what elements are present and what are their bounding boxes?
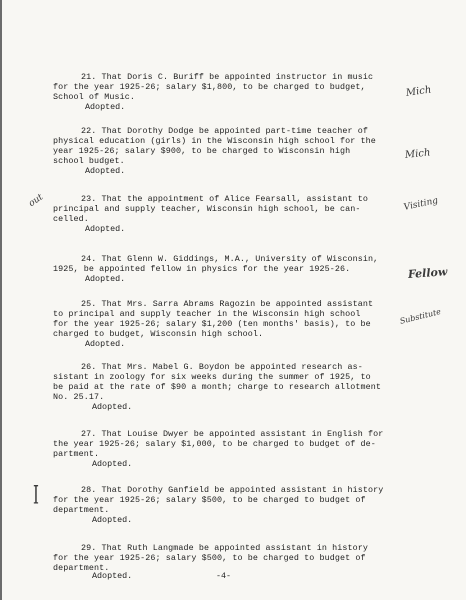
resolution-line: 22. That Dorothy Dodge be appointed part-time teacher of [81, 126, 369, 136]
resolution-line: year 1925-26; salary $900, to be charged to Wisconsin high [53, 146, 351, 156]
resolution-line: celled. [53, 214, 89, 224]
resolution-line: to principal and supply teacher in the Wisconsin high school [53, 309, 361, 319]
adopted-label: Adopted. [85, 274, 126, 284]
resolution-line: School of Music. [53, 92, 136, 102]
resolution-line: 28. That Dorothy Ganfield be appointed assistant in history [81, 485, 384, 495]
resolution-line: 24. That Glenn W. Giddings, M.A., University of Wisconsin, [81, 254, 379, 264]
resolution-line: 23. That the appointment of Alice Fearsall, assistant to [81, 194, 369, 204]
resolution-line: be paid at the rate of $90 a month; charge to research allotment [53, 382, 382, 392]
handwritten-margin-note: Fellow [407, 265, 448, 281]
resolution-line: for the year 1925-26; salary $1,200 (ten months' basis), to be [53, 319, 371, 329]
resolution-line: department. [53, 563, 110, 573]
resolution-line: school budget. [53, 156, 125, 166]
adopted-label: Adopted. [92, 515, 133, 525]
resolution-line: physical education (girls) in the Wisconsin high school for the [53, 136, 376, 146]
handwritten-margin-note: Mich [404, 147, 431, 161]
resolution-line: for the year 1925-26; salary $500, to be charged to budget of [53, 553, 366, 563]
resolution-line: 25. That Mrs. Sarra Abrams Ragozin be appointed assistant [81, 299, 374, 309]
resolution-line: 26. That Mrs. Mabel G. Boydon be appointed research as- [81, 362, 363, 372]
resolution-line: for the year 1925-26; salary $1,800, to be charged to budget, [53, 82, 366, 92]
resolution-line: the year 1925-26; salary $1,000, to be charged to budget of de- [53, 439, 376, 449]
resolution-line: sistant in zoology for six weeks during the summer of 1925, to [53, 372, 371, 382]
handwritten-margin-note: Visiting [402, 195, 440, 213]
resolution-line: partment. [53, 449, 100, 459]
resolution-line: No. 25.17. [53, 392, 105, 402]
adopted-label: Adopted. [92, 459, 133, 469]
handwritten-left-margin-note: I [33, 479, 39, 511]
handwritten-left-margin-note: out [27, 192, 46, 210]
adopted-label: Adopted. [85, 224, 126, 234]
resolution-line: 21. That Doris C. Buriff be appointed instructor in music [81, 72, 374, 82]
resolution-line: 27. That Louise Dwyer be appointed assistant in English for [81, 429, 384, 439]
adopted-label: Adopted. [85, 339, 126, 349]
resolution-line: for the year 1925-26; salary $500, to be charged to budget of [53, 495, 366, 505]
adopted-label: Adopted. [92, 571, 133, 581]
handwritten-margin-note: Substitute [398, 306, 442, 326]
resolution-line: 29. That Ruth Langmade be appointed assistant in history [81, 543, 369, 553]
adopted-label: Adopted. [85, 102, 126, 112]
resolution-line: 1925, be appointed fellow in physics for the year 1925-26. [53, 264, 351, 274]
handwritten-margin-note: Mich [405, 84, 433, 99]
page-number: -4- [216, 571, 232, 581]
adopted-label: Adopted. [92, 402, 133, 412]
adopted-label: Adopted. [85, 166, 126, 176]
resolution-line: charged to budget, Wisconsin high school. [53, 329, 264, 339]
resolution-line: principal and supply teacher, Wisconsin high school, be can- [53, 204, 361, 214]
scan-edge [0, 0, 2, 600]
resolution-line: department. [53, 505, 110, 515]
